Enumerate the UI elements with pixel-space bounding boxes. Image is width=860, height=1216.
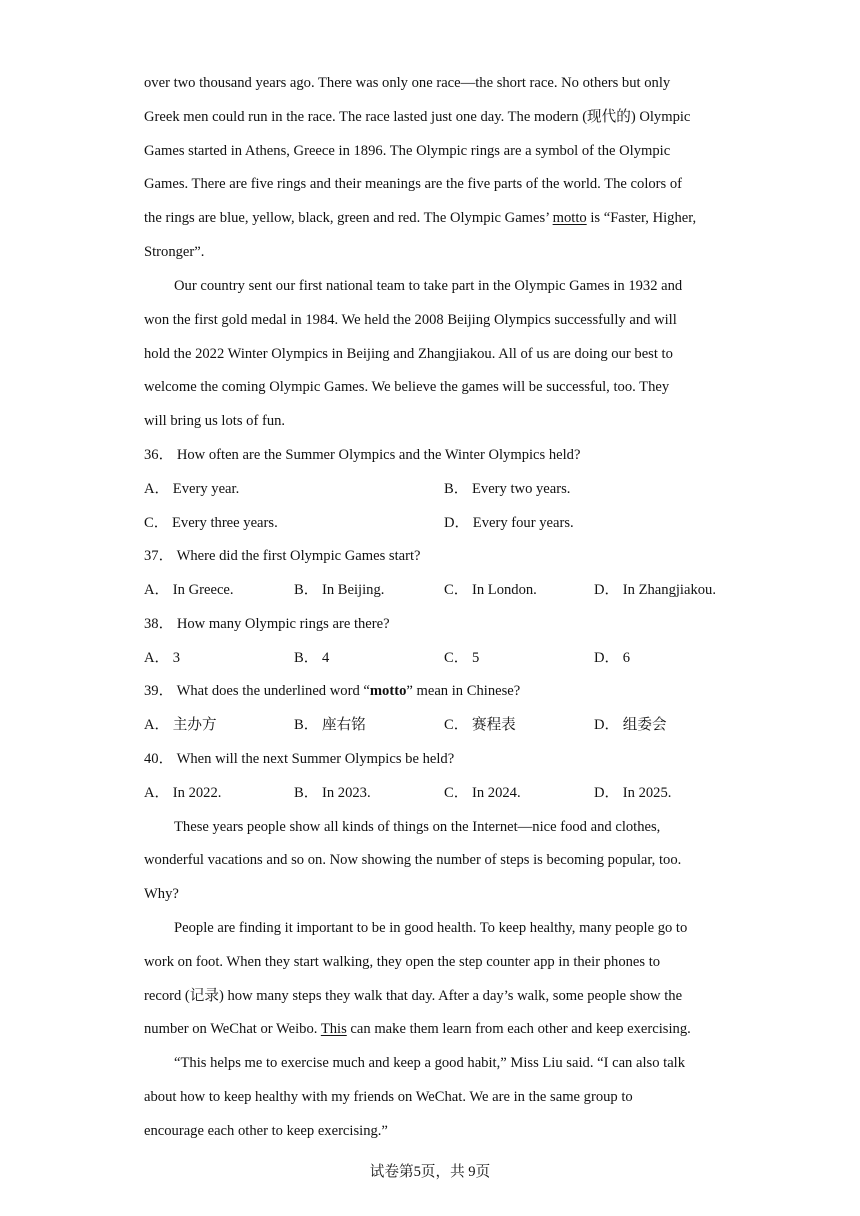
option-40-d: D． In 2025. (594, 785, 672, 801)
option-37-a: A． In Greece. (144, 582, 234, 598)
line-text: the rings are blue, yellow, black, green and red. The Olympic Games’ (144, 210, 553, 226)
option-36-c: C． Every three years. (144, 515, 278, 531)
option-39-c: C． 赛程表 (444, 717, 516, 733)
line-text: is “Faster, Higher, (586, 210, 697, 226)
bold-word-motto: motto (369, 683, 407, 699)
passage-line: encourage each other to keep exercising.” (144, 1123, 388, 1139)
question-38-stem: 38． How many Olympic rings are there? (144, 616, 390, 632)
line-text: can make them learn from each other and keep exercising. (346, 1021, 691, 1037)
passage-line: Games. There are five rings and their meanings are the five parts of the world. The colors of (144, 176, 683, 192)
option-37-b: B． In Beijing. (294, 582, 385, 598)
passage-line: will bring us lots of fun. (144, 413, 286, 429)
passage-line: won the first gold medal in 1984. We held the 2008 Beijing Olympics successfully and will (144, 312, 677, 328)
option-38-c: C． 5 (444, 650, 480, 666)
stem-text: 39． What does the underlined word “ (144, 683, 370, 699)
line-text: number on WeChat or Weibo. (144, 1021, 321, 1037)
passage-line: work on foot. When they start walking, they open the step counter app in their phones to (144, 954, 661, 970)
passage-line: Games started in Athens, Greece in 1896. The Olympic rings are a symbol of the Olympic (144, 143, 671, 159)
underlined-word-motto: motto (552, 210, 587, 226)
underlined-word-this: This (320, 1021, 347, 1037)
passage-line: over two thousand years ago. There was only one race—the short race. No others but only (144, 75, 671, 91)
question-40-stem: 40． When will the next Summer Olympics be held? (144, 751, 455, 767)
option-39-b: B． 座右铭 (294, 717, 366, 733)
option-38-d: D． 6 (594, 650, 631, 666)
passage-line: Our country sent our first national team to take part in the Olympic Games in 1932 and (174, 278, 683, 294)
option-38-b: B． 4 (294, 650, 330, 666)
option-40-a: A． In 2022. (144, 785, 222, 801)
question-36-stem: 36． How often are the Summer Olympics and the Winter Olympics held? (144, 447, 581, 463)
passage-line: about how to keep healthy with my friends on WeChat. We are in the same group to (144, 1089, 633, 1105)
option-37-c: C． In London. (444, 582, 537, 598)
passage-line (144, 1019, 691, 1039)
page-footer: 试卷第5页，共 9页 (369, 1164, 491, 1180)
option-40-b: B． In 2023. (294, 785, 371, 801)
option-36-d: D． Every four years. (444, 515, 574, 531)
question-39-stem (144, 681, 520, 701)
stem-text: ” mean in Chinese? (406, 683, 521, 699)
passage-line: These years people show all kinds of things on the Internet—nice food and clothes, (174, 819, 661, 835)
option-37-d: D． In Zhangjiakou. (594, 582, 716, 598)
option-38-a: A． 3 (144, 650, 181, 666)
passage-line: People are finding it important to be in good health. To keep healthy, many people go to (174, 920, 688, 936)
passage-line: “This helps me to exercise much and keep a good habit,” Miss Liu said. “I can also talk (174, 1055, 686, 1071)
passage-line: wonderful vacations and so on. Now showing the number of steps is becoming popular, too. (144, 852, 682, 868)
question-37-stem: 37． Where did the first Olympic Games start? (144, 548, 421, 564)
option-39-d: D． 组委会 (594, 717, 667, 733)
option-36-a: A． Every year. (144, 481, 240, 497)
option-39-a: A． 主办方 (144, 717, 217, 733)
option-40-c: C． In 2024. (444, 785, 521, 801)
option-36-b: B． Every two years. (444, 481, 571, 497)
passage-line: Stronger”. (144, 244, 205, 260)
passage-line (144, 208, 696, 228)
passage-line: Why? (144, 886, 179, 902)
passage-line: record (记录) how many steps they walk that day. After a day’s walk, some people show the (144, 988, 683, 1004)
passage-line: welcome the coming Olympic Games. We believe the games will be successful, too. They (144, 379, 670, 395)
passage-line: Greek men could run in the race. The race lasted just one day. The modern (现代的) Olympic (144, 109, 691, 125)
passage-line: hold the 2022 Winter Olympics in Beijing and Zhangjiakou. All of us are doing our best to (144, 346, 673, 362)
